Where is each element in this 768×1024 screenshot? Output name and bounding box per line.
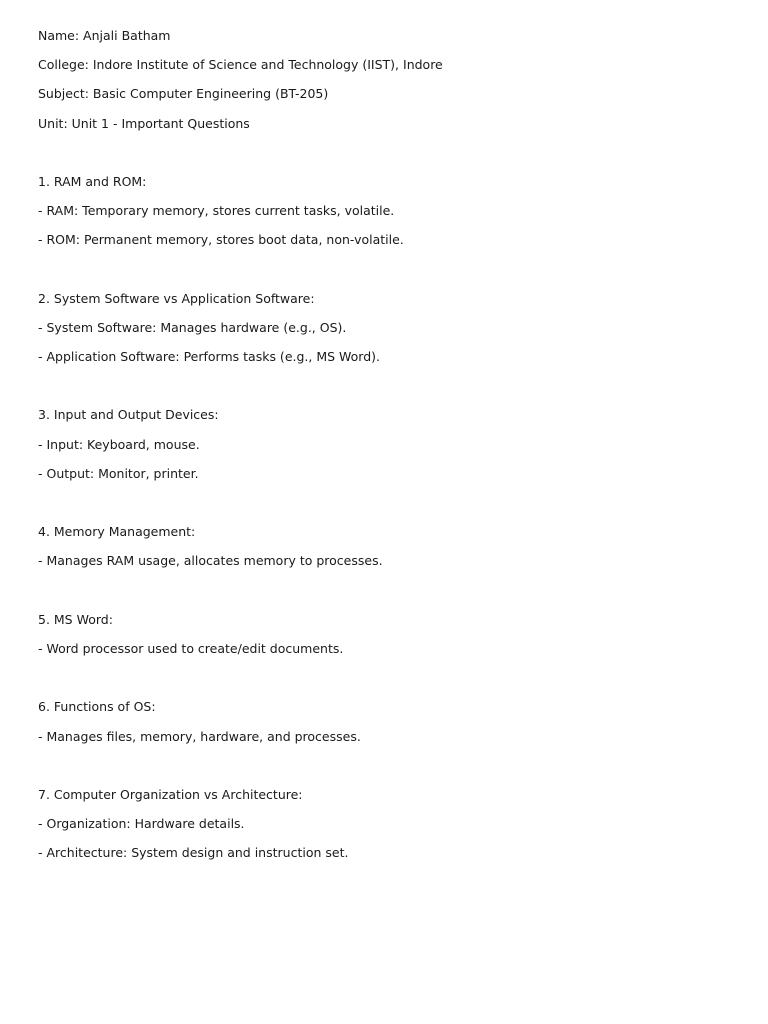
question-point: - Architecture: System design and instruction set. xyxy=(38,845,349,861)
spacer xyxy=(38,143,738,172)
question-heading: 6. Functions of OS: xyxy=(38,699,156,715)
question-point: - Organization: Hardware details. xyxy=(38,816,245,832)
question-heading: 2. System Software vs Application Software: xyxy=(38,290,315,306)
spacer xyxy=(38,376,738,405)
spacer xyxy=(38,493,738,522)
spacer xyxy=(38,260,738,289)
question-point: - Output: Monitor, printer. xyxy=(38,465,199,481)
question-heading: 3. Input and Output Devices: xyxy=(38,407,219,423)
question-point: - System Software: Manages hardware (e.g., OS). xyxy=(38,319,347,335)
spacer xyxy=(38,668,738,697)
question-point: - RAM: Temporary memory, stores current tasks, volatile. xyxy=(38,203,395,219)
question-point: - Word processor used to create/edit documents. xyxy=(38,640,344,656)
question-point: - Manages files, memory, hardware, and processes. xyxy=(38,728,361,744)
question-heading: 5. MS Word: xyxy=(38,611,113,627)
subject-name: Subject: Basic Computer Engineering (BT-205) xyxy=(38,86,329,102)
question-heading: 1. RAM and ROM: xyxy=(38,173,147,189)
question-point: - Manages RAM usage, allocates memory to processes. xyxy=(38,553,383,569)
question-point: - ROM: Permanent memory, stores boot data, non-volatile. xyxy=(38,232,404,248)
document-page xyxy=(38,26,738,872)
spacer xyxy=(38,581,738,610)
spacer xyxy=(38,756,738,785)
college-name: College: Indore Institute of Science and Technology (IIST), Indore xyxy=(38,57,443,73)
question-point: - Application Software: Performs tasks (e.g., MS Word). xyxy=(38,349,381,365)
student-name: Name: Anjali Batham xyxy=(38,28,171,43)
question-point: - Input: Keyboard, mouse. xyxy=(38,436,200,452)
question-heading: 4. Memory Management: xyxy=(38,524,196,540)
unit-title: Unit: Unit 1 - Important Questions xyxy=(38,115,250,131)
question-heading: 7. Computer Organization vs Architecture: xyxy=(38,786,303,802)
